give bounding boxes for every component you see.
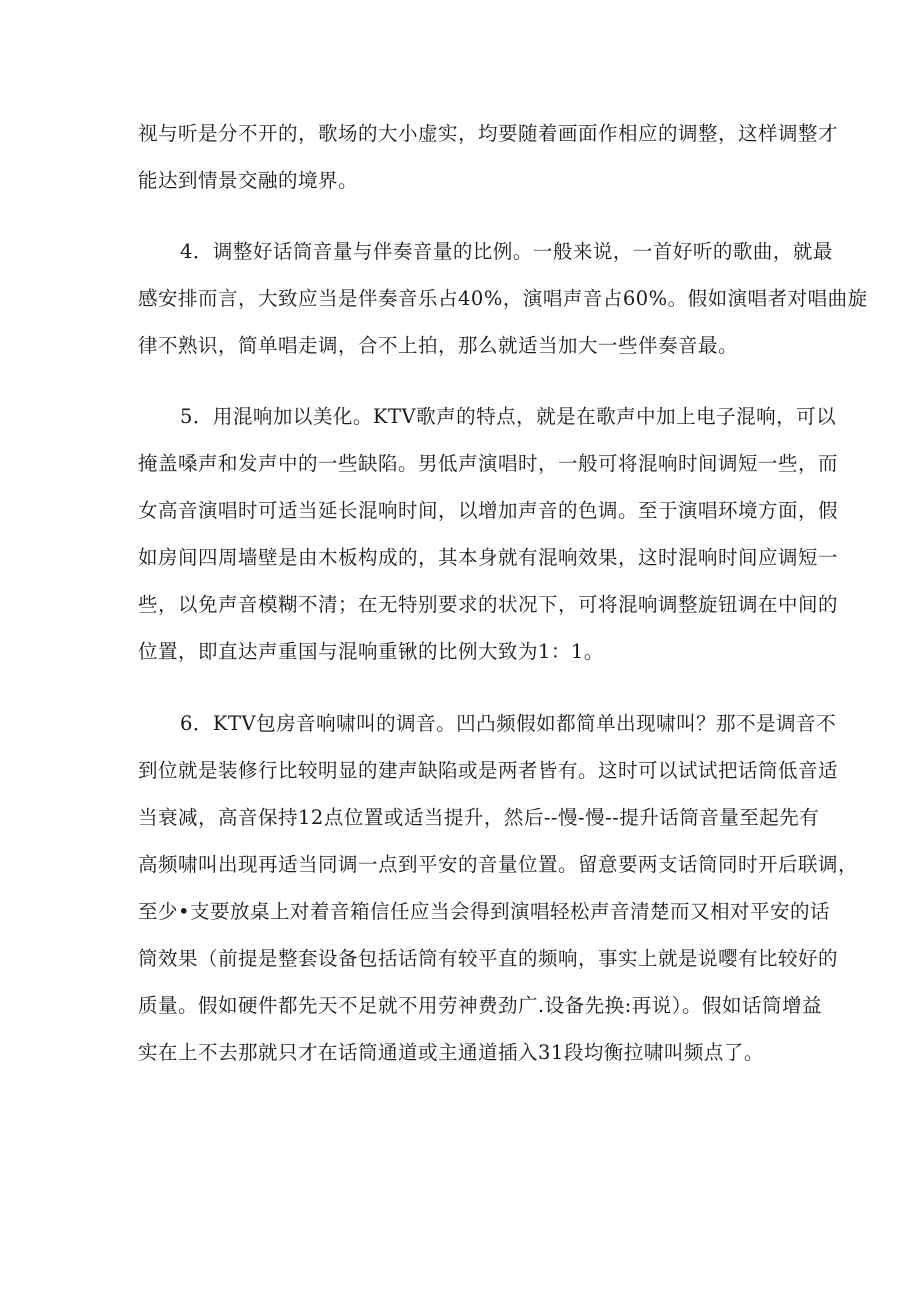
paragraph-line: 6．KTV包房音响啸叫的调音。凹凸频假如都简单出现啸叫？那不是调音不 [180,712,837,735]
paragraph-line: 高频啸叫出现再适当同调一点到平安的音量位置。留意要两支话筒同时开后联调， [138,853,859,876]
paragraph-line: 些，以免声音模糊不清；在无特别要求的状况下，可将混响调整旋钮调在中间的 [138,593,839,616]
paragraph-line: 至少•支要放桌上对着音箱信任应当会得到演唱轻松声音清楚而又相对平安的话 [138,900,831,923]
paragraph-line: 女高音演唱时可适当延长混响时间，以增加声音的色调。至于演唱环境方面，假 [138,499,839,522]
paragraph-line: 当衰减，高音保持12点位置或适当提升，然后--慢-慢--提升话筒音量至起先有 [138,806,820,829]
paragraph-line: 律不熟识，简单唱走调，合不上拍，那么就适当加大一些伴奏音最。 [138,334,739,357]
paragraph-line: 视与听是分不开的，歌场的大小虚实，均要随着画面作相应的调整，这样调整才 [138,122,839,145]
paragraph-line: 能达到情景交融的境界。 [138,169,359,192]
paragraph-line: 5．用混响加以美化。KTV歌声的特点，就是在歌声中加上电子混响，可以 [180,405,837,428]
paragraph-line: 质量。假如硬件都先天不足就不用劳神费劲广.设备先换:再说）。假如话筒增益 [138,994,823,1017]
paragraph-line: 到位就是装修行比较明显的建声缺陷或是两者皆有。这时可以试试把话筒低音适 [138,759,839,782]
paragraph-line: 掩盖嗓声和发声中的一些缺陷。男低声演唱时，一般可将混响时间调短一些，而 [138,452,839,475]
paragraph-line: 位置，即直达声重国与混响重锹的比例大致为1：1。 [138,640,604,663]
paragraph-line: 感安排而言，大致应当是伴奏音乐占40%，演唱声音占60%。假如演唱者对唱曲旋 [138,287,868,310]
paragraph-line: 实在上不去那就只才在话筒通道或主通道插入31段均衡拉啸叫频点了。 [138,1041,764,1064]
paragraph-line: 如房间四周墙壁是由木板构成的，其本身就有混响效果，这时混响时间应调短一 [138,546,839,569]
paragraph-line: 筒效果（前提是整套设备包括话筒有较平直的频响，事实上就是说嘤有比较好的 [138,947,839,970]
paragraph-line: 4．调整好话筒音量与伴奏音量的比例。一般来说，一首好听的歌曲，就最 [180,240,833,263]
